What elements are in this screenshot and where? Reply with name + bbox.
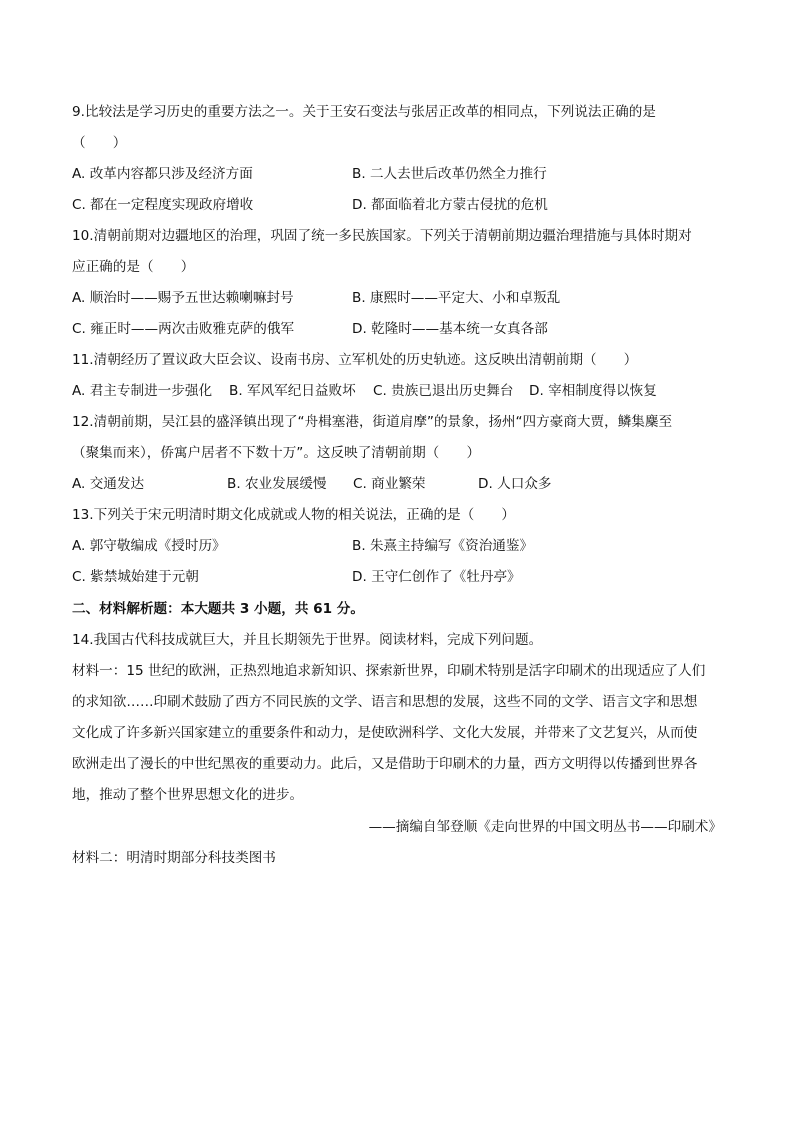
- q14-material1-line5: 地，推动了整个世界思想文化的进步。: [72, 787, 304, 803]
- q13-option-d: D. 王守仁创作了《牡丹亭》: [352, 569, 521, 585]
- q14-stem: 14.我国古代科技成就巨大，并且长期领先于世界。阅读材料，完成下列问题。: [72, 632, 543, 648]
- q12-stem-line2: （聚集而来），侨寓户居者不下数十万”。这反映了清朝前期（ ）: [72, 445, 481, 461]
- q13-option-b: B. 朱熹主持编写《资治通鉴》: [352, 538, 534, 554]
- q9-option-b: B. 二人去世后改革仍然全力推行: [352, 166, 547, 182]
- q12-option-a: A. 交通发达: [72, 476, 145, 492]
- q10-option-c: C. 雍正时——两次击败雅克萨的俄军: [72, 321, 295, 337]
- q9-option-c: C. 都在一定程度实现政府增收: [72, 197, 254, 213]
- q12-stem-line1: 12.清朝前期，吴江县的盛泽镇出现了“舟楫塞港，街道肩摩”的景象，扬州“四方豪商大贾，鳞集麇至: [72, 414, 673, 430]
- q10-option-d: D. 乾隆时——基本统一女真各部: [352, 321, 548, 337]
- q12-option-c: C. 商业繁荣: [353, 476, 426, 492]
- q9-option-a: A. 改革内容都只涉及经济方面: [72, 166, 253, 182]
- q10-option-b: B. 康熙时——平定大、小和卓叛乱: [352, 290, 561, 306]
- q11-stem: 11.清朝经历了置议政大臣会议、设南书房、立军机处的历史轨迹。这反映出清朝前期（ ）: [72, 352, 638, 368]
- q11-option-a: A. 君主专制进一步强化: [72, 383, 213, 399]
- section-heading: 二、材料解析题：本大题共 3 小题，共 61 分。: [72, 601, 364, 617]
- q10-stem-line1: 10.清朝前期对边疆地区的治理，巩固了统一多民族国家。下列关于清朝前期边疆治理措施与具体时期对: [72, 228, 692, 244]
- q12-option-b: B. 农业发展缓慢: [227, 476, 327, 492]
- q9-stem-line1: 9.比较法是学习历史的重要方法之一。关于王安石变法与张居正改革的相同点，下列说法正确的是: [72, 104, 656, 120]
- q11-option-c: C. 贵族已退出历史舞台: [373, 383, 514, 399]
- q14-material1-line2: 的求知欲……印刷术鼓励了西方不同民族的文学、语言和思想的发展，这些不同的文学、语言文字和思想: [72, 694, 698, 710]
- q14-material2-title: 材料二：明清时期部分科技类图书: [72, 850, 276, 866]
- q13-option-a: A. 郭守敬编成《授时历》: [72, 538, 226, 554]
- q11-option-d: D. 宰相制度得以恢复: [529, 383, 657, 399]
- q13-option-c: C. 紫禁城始建于元朝: [72, 569, 199, 585]
- q13-stem: 13.下列关于宋元明清时期文化成就或人物的相关说法，正确的是（ ）: [72, 507, 516, 523]
- q10-option-a: A. 顺治时——赐予五世达赖喇嘛封号: [72, 290, 294, 306]
- q14-material1-source: ——摘编自邹登顺《走向世界的中国文明丛书——印刷术》: [368, 819, 722, 835]
- q9-stem-line2: （ ）: [72, 135, 127, 151]
- q9-option-d: D. 都面临着北方蒙古侵扰的危机: [352, 197, 548, 213]
- q14-material1-line3: 文化成了许多新兴国家建立的重要条件和动力，是使欧洲科学、文化大发展，并带来了文艺复兴，从而使: [72, 725, 698, 741]
- q11-option-b: B. 军风军纪日益败坏: [229, 383, 356, 399]
- q14-material1-line4: 欧洲走出了漫长的中世纪黑夜的重要动力。此后，又是借助于印刷术的力量，西方文明得以传播到世界各: [72, 756, 698, 772]
- q14-material1-line1: 材料一：15 世纪的欧洲，正热烈地追求新知识、探索新世界，印刷术特别是活字印刷术的出现适应了人们: [72, 663, 706, 679]
- q10-stem-line2: 应正确的是（ ）: [72, 259, 195, 275]
- q12-option-d: D. 人口众多: [478, 476, 552, 492]
